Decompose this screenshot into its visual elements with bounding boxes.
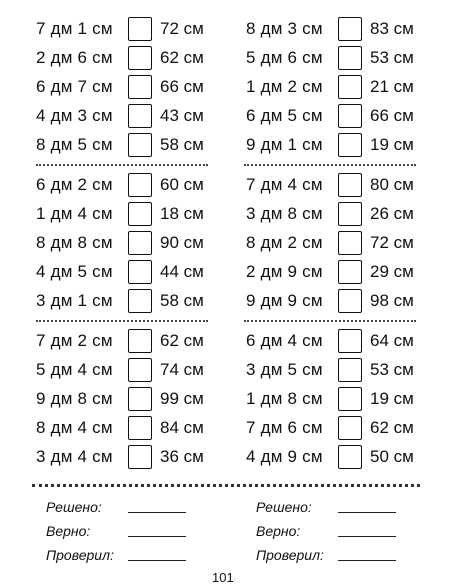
answer-box[interactable]	[338, 75, 362, 99]
footer-solved-label: Решено:	[46, 499, 102, 515]
cm-value: 8	[77, 233, 88, 252]
cm-unit: см	[302, 418, 323, 437]
cm-value: 9	[287, 447, 298, 466]
divider-dotted-3	[36, 320, 208, 322]
cm-value: 66	[160, 77, 179, 96]
cm-unit: см	[183, 175, 204, 194]
dm-value: 7	[36, 331, 46, 350]
cm-value: 29	[370, 262, 389, 281]
cm-unit: см	[302, 175, 323, 194]
divider-dotted-4	[244, 320, 416, 322]
cm-value: 99	[160, 389, 179, 408]
cm-unit: см	[302, 204, 323, 223]
answer-box[interactable]	[128, 445, 152, 469]
length-dm-cm	[246, 355, 335, 385]
cm-value: 6	[77, 48, 88, 67]
dm-value: 6	[36, 77, 46, 96]
footer-checked-line[interactable]	[128, 560, 186, 561]
cm-value: 5	[287, 360, 298, 379]
dm-value: 9	[36, 389, 46, 408]
length-dm-cm	[36, 326, 125, 356]
answer-box[interactable]	[338, 173, 362, 197]
length-cm	[370, 286, 430, 316]
cm-value: 60	[160, 175, 179, 194]
cm-value: 5	[77, 135, 88, 154]
length-dm-cm	[246, 286, 335, 316]
answer-box[interactable]	[338, 387, 362, 411]
cm-unit: см	[183, 262, 204, 281]
footer-solved-line[interactable]	[338, 512, 396, 513]
length-dm-cm	[36, 413, 125, 443]
cm-unit: см	[393, 77, 414, 96]
divider-footer	[32, 484, 420, 487]
answer-box[interactable]	[338, 416, 362, 440]
length-cm	[370, 101, 430, 131]
cm-unit: см	[393, 291, 414, 310]
dm-value: 6	[246, 106, 256, 125]
length-cm	[370, 355, 430, 385]
cm-unit: см	[92, 48, 113, 67]
length-dm-cm	[36, 72, 125, 102]
cm-unit: см	[183, 106, 204, 125]
cm-unit: см	[92, 291, 113, 310]
dm-unit: дм	[260, 447, 283, 466]
length-cm	[370, 228, 430, 258]
dm-unit: дм	[50, 331, 73, 350]
dm-unit: дм	[50, 135, 73, 154]
cm-unit: см	[393, 262, 414, 281]
cm-unit: см	[302, 48, 323, 67]
answer-box[interactable]	[128, 387, 152, 411]
length-dm-cm	[36, 199, 125, 229]
length-cm	[160, 130, 220, 160]
length-cm	[160, 384, 220, 414]
length-cm	[160, 355, 220, 385]
dm-unit: дм	[260, 331, 283, 350]
cm-value: 19	[370, 135, 389, 154]
length-cm	[160, 43, 220, 73]
dm-unit: дм	[50, 291, 73, 310]
length-cm	[370, 257, 430, 287]
dm-unit: дм	[50, 360, 73, 379]
footer-checked-line[interactable]	[338, 560, 396, 561]
length-cm	[160, 199, 220, 229]
footer-correct-label: Верно:	[256, 523, 301, 539]
length-cm	[370, 130, 430, 160]
footer-solved-label: Решено:	[256, 499, 312, 515]
cm-unit: см	[302, 389, 323, 408]
cm-value: 9	[287, 262, 298, 281]
cm-unit: см	[183, 48, 204, 67]
cm-unit: см	[92, 447, 113, 466]
answer-box[interactable]	[338, 46, 362, 70]
cm-value: 6	[287, 48, 298, 67]
length-cm	[160, 228, 220, 258]
cm-value: 83	[370, 19, 389, 38]
dm-value: 4	[246, 447, 256, 466]
length-dm-cm	[36, 14, 125, 44]
cm-unit: см	[393, 233, 414, 252]
dm-value: 2	[36, 48, 46, 67]
dm-value: 5	[246, 48, 256, 67]
dm-value: 4	[36, 106, 46, 125]
cm-unit: см	[92, 389, 113, 408]
dm-value: 1	[246, 77, 256, 96]
dm-unit: дм	[50, 389, 73, 408]
dm-unit: дм	[260, 360, 283, 379]
length-dm-cm	[246, 413, 335, 443]
dm-unit: дм	[260, 135, 283, 154]
answer-box[interactable]	[128, 416, 152, 440]
cm-value: 2	[287, 233, 298, 252]
cm-value: 80	[370, 175, 389, 194]
dm-value: 5	[36, 360, 46, 379]
length-dm-cm	[36, 442, 125, 472]
cm-unit: см	[92, 262, 113, 281]
answer-box[interactable]	[128, 202, 152, 226]
length-dm-cm	[246, 199, 335, 229]
cm-unit: см	[92, 233, 113, 252]
cm-value: 44	[160, 262, 179, 281]
cm-unit: см	[183, 360, 204, 379]
answer-box[interactable]	[128, 329, 152, 353]
dm-value: 3	[36, 291, 46, 310]
length-cm	[370, 199, 430, 229]
cm-value: 58	[160, 135, 179, 154]
answer-box[interactable]	[338, 358, 362, 382]
footer-correct-line[interactable]	[338, 536, 396, 537]
length-cm	[370, 72, 430, 102]
length-dm-cm	[36, 101, 125, 131]
cm-value: 3	[77, 106, 88, 125]
cm-unit: см	[393, 389, 414, 408]
dm-unit: дм	[50, 418, 73, 437]
cm-value: 26	[370, 204, 389, 223]
cm-unit: см	[92, 175, 113, 194]
cm-value: 1	[287, 135, 298, 154]
answer-box[interactable]	[128, 46, 152, 70]
cm-value: 74	[160, 360, 179, 379]
dm-unit: дм	[260, 48, 283, 67]
answer-box[interactable]	[338, 17, 362, 41]
cm-value: 1	[77, 291, 88, 310]
cm-unit: см	[183, 447, 204, 466]
cm-value: 43	[160, 106, 179, 125]
answer-box[interactable]	[128, 173, 152, 197]
divider-dotted-1	[36, 164, 208, 166]
cm-value: 64	[370, 331, 389, 350]
answer-box[interactable]	[338, 329, 362, 353]
length-cm	[160, 413, 220, 443]
dm-unit: дм	[50, 77, 73, 96]
cm-unit: см	[393, 19, 414, 38]
dm-value: 7	[246, 175, 256, 194]
dm-value: 6	[246, 331, 256, 350]
footer-correct-line[interactable]	[128, 536, 186, 537]
divider-dotted-2	[244, 164, 416, 166]
cm-value: 2	[77, 175, 88, 194]
cm-value: 62	[370, 418, 389, 437]
dm-value: 1	[246, 389, 256, 408]
cm-value: 6	[287, 418, 298, 437]
answer-box[interactable]	[338, 104, 362, 128]
length-cm	[160, 14, 220, 44]
cm-value: 18	[160, 204, 179, 223]
cm-unit: см	[183, 19, 204, 38]
dm-unit: дм	[50, 48, 73, 67]
cm-value: 36	[160, 447, 179, 466]
cm-unit: см	[183, 291, 204, 310]
cm-value: 50	[370, 447, 389, 466]
answer-box[interactable]	[338, 231, 362, 255]
cm-unit: см	[92, 418, 113, 437]
length-cm	[160, 170, 220, 200]
answer-box[interactable]	[338, 289, 362, 313]
dm-value: 8	[36, 135, 46, 154]
length-cm	[370, 43, 430, 73]
length-dm-cm	[246, 14, 335, 44]
length-cm	[370, 326, 430, 356]
cm-value: 4	[77, 418, 88, 437]
cm-unit: см	[302, 233, 323, 252]
cm-value: 8	[287, 389, 298, 408]
length-dm-cm	[246, 72, 335, 102]
cm-unit: см	[393, 204, 414, 223]
dm-value: 8	[246, 19, 256, 38]
cm-value: 53	[370, 48, 389, 67]
dm-unit: дм	[260, 418, 283, 437]
cm-unit: см	[393, 360, 414, 379]
cm-unit: см	[183, 389, 204, 408]
length-dm-cm	[246, 130, 335, 160]
answer-box[interactable]	[128, 231, 152, 255]
page-number: 101	[212, 570, 234, 585]
cm-unit: см	[92, 204, 113, 223]
cm-value: 9	[287, 291, 298, 310]
cm-value: 4	[77, 447, 88, 466]
dm-value: 3	[36, 447, 46, 466]
dm-value: 1	[36, 204, 46, 223]
cm-value: 84	[160, 418, 179, 437]
cm-value: 21	[370, 77, 389, 96]
answer-box[interactable]	[338, 260, 362, 284]
footer-correct-label: Верно:	[46, 523, 91, 539]
cm-unit: см	[393, 418, 414, 437]
answer-box[interactable]	[128, 75, 152, 99]
dm-unit: дм	[50, 233, 73, 252]
cm-unit: см	[393, 447, 414, 466]
answer-box[interactable]	[128, 104, 152, 128]
length-dm-cm	[246, 384, 335, 414]
cm-unit: см	[393, 48, 414, 67]
dm-unit: дм	[50, 262, 73, 281]
cm-value: 1	[77, 19, 88, 38]
cm-value: 53	[370, 360, 389, 379]
cm-value: 8	[287, 204, 298, 223]
cm-unit: см	[302, 106, 323, 125]
length-cm	[160, 442, 220, 472]
dm-unit: дм	[260, 233, 283, 252]
cm-unit: см	[302, 447, 323, 466]
length-dm-cm	[246, 228, 335, 258]
cm-value: 5	[287, 106, 298, 125]
length-cm	[160, 101, 220, 131]
cm-unit: см	[302, 19, 323, 38]
cm-unit: см	[92, 135, 113, 154]
cm-value: 90	[160, 233, 179, 252]
cm-value: 2	[77, 331, 88, 350]
cm-value: 62	[160, 331, 179, 350]
length-dm-cm	[36, 43, 125, 73]
cm-unit: см	[302, 291, 323, 310]
length-dm-cm	[36, 286, 125, 316]
cm-value: 4	[287, 331, 298, 350]
dm-value: 8	[36, 233, 46, 252]
cm-value: 58	[160, 291, 179, 310]
length-cm	[160, 286, 220, 316]
cm-value: 72	[370, 233, 389, 252]
cm-value: 3	[287, 19, 298, 38]
dm-unit: дм	[50, 204, 73, 223]
cm-unit: см	[393, 331, 414, 350]
dm-value: 6	[36, 175, 46, 194]
length-dm-cm	[36, 355, 125, 385]
dm-value: 9	[246, 291, 256, 310]
cm-unit: см	[302, 135, 323, 154]
length-cm	[370, 413, 430, 443]
answer-box[interactable]	[128, 289, 152, 313]
dm-unit: дм	[260, 389, 283, 408]
dm-unit: дм	[50, 175, 73, 194]
dm-unit: дм	[50, 19, 73, 38]
length-cm	[160, 257, 220, 287]
length-dm-cm	[246, 257, 335, 287]
cm-value: 5	[77, 262, 88, 281]
dm-unit: дм	[260, 291, 283, 310]
length-dm-cm	[36, 228, 125, 258]
answer-box[interactable]	[128, 133, 152, 157]
length-dm-cm	[36, 384, 125, 414]
cm-unit: см	[92, 106, 113, 125]
dm-unit: дм	[260, 175, 283, 194]
cm-unit: см	[393, 175, 414, 194]
cm-unit: см	[92, 19, 113, 38]
dm-unit: дм	[260, 106, 283, 125]
dm-value: 3	[246, 360, 256, 379]
length-cm	[370, 170, 430, 200]
length-cm	[160, 72, 220, 102]
dm-unit: дм	[260, 204, 283, 223]
dm-value: 7	[246, 418, 256, 437]
dm-value: 2	[246, 262, 256, 281]
dm-value: 4	[36, 262, 46, 281]
answer-box[interactable]	[338, 133, 362, 157]
cm-value: 72	[160, 19, 179, 38]
length-cm	[160, 326, 220, 356]
dm-unit: дм	[50, 447, 73, 466]
length-dm-cm	[246, 442, 335, 472]
cm-unit: см	[393, 106, 414, 125]
length-dm-cm	[246, 170, 335, 200]
cm-value: 4	[287, 175, 298, 194]
dm-unit: дм	[260, 19, 283, 38]
answer-box[interactable]	[338, 445, 362, 469]
cm-unit: см	[302, 77, 323, 96]
length-dm-cm	[246, 43, 335, 73]
cm-value: 4	[77, 204, 88, 223]
cm-unit: см	[183, 233, 204, 252]
cm-unit: см	[183, 135, 204, 154]
length-dm-cm	[36, 257, 125, 287]
dm-value: 8	[246, 233, 256, 252]
cm-value: 66	[370, 106, 389, 125]
answer-box[interactable]	[128, 358, 152, 382]
cm-unit: см	[183, 331, 204, 350]
cm-value: 7	[77, 77, 88, 96]
cm-unit: см	[183, 77, 204, 96]
cm-value: 2	[287, 77, 298, 96]
footer-checked-label: Проверил:	[46, 547, 114, 563]
cm-value: 19	[370, 389, 389, 408]
footer-checked-label: Проверил:	[256, 547, 324, 563]
length-cm	[370, 442, 430, 472]
cm-unit: см	[302, 360, 323, 379]
dm-unit: дм	[260, 77, 283, 96]
dm-value: 8	[36, 418, 46, 437]
length-dm-cm	[246, 326, 335, 356]
cm-unit: см	[302, 331, 323, 350]
cm-value: 98	[370, 291, 389, 310]
answer-box[interactable]	[338, 202, 362, 226]
cm-value: 8	[77, 389, 88, 408]
answer-box[interactable]	[128, 260, 152, 284]
cm-unit: см	[302, 262, 323, 281]
dm-value: 3	[246, 204, 256, 223]
cm-value: 4	[77, 360, 88, 379]
cm-unit: см	[183, 204, 204, 223]
length-dm-cm	[246, 101, 335, 131]
dm-unit: дм	[50, 106, 73, 125]
length-dm-cm	[36, 130, 125, 160]
cm-unit: см	[92, 360, 113, 379]
answer-box[interactable]	[128, 17, 152, 41]
cm-unit: см	[92, 331, 113, 350]
dm-value: 7	[36, 19, 46, 38]
footer-solved-line[interactable]	[128, 512, 186, 513]
cm-value: 62	[160, 48, 179, 67]
length-cm	[370, 14, 430, 44]
dm-unit: дм	[260, 262, 283, 281]
length-cm	[370, 384, 430, 414]
length-dm-cm	[36, 170, 125, 200]
cm-unit: см	[183, 418, 204, 437]
cm-unit: см	[393, 135, 414, 154]
dm-value: 9	[246, 135, 256, 154]
cm-unit: см	[92, 77, 113, 96]
